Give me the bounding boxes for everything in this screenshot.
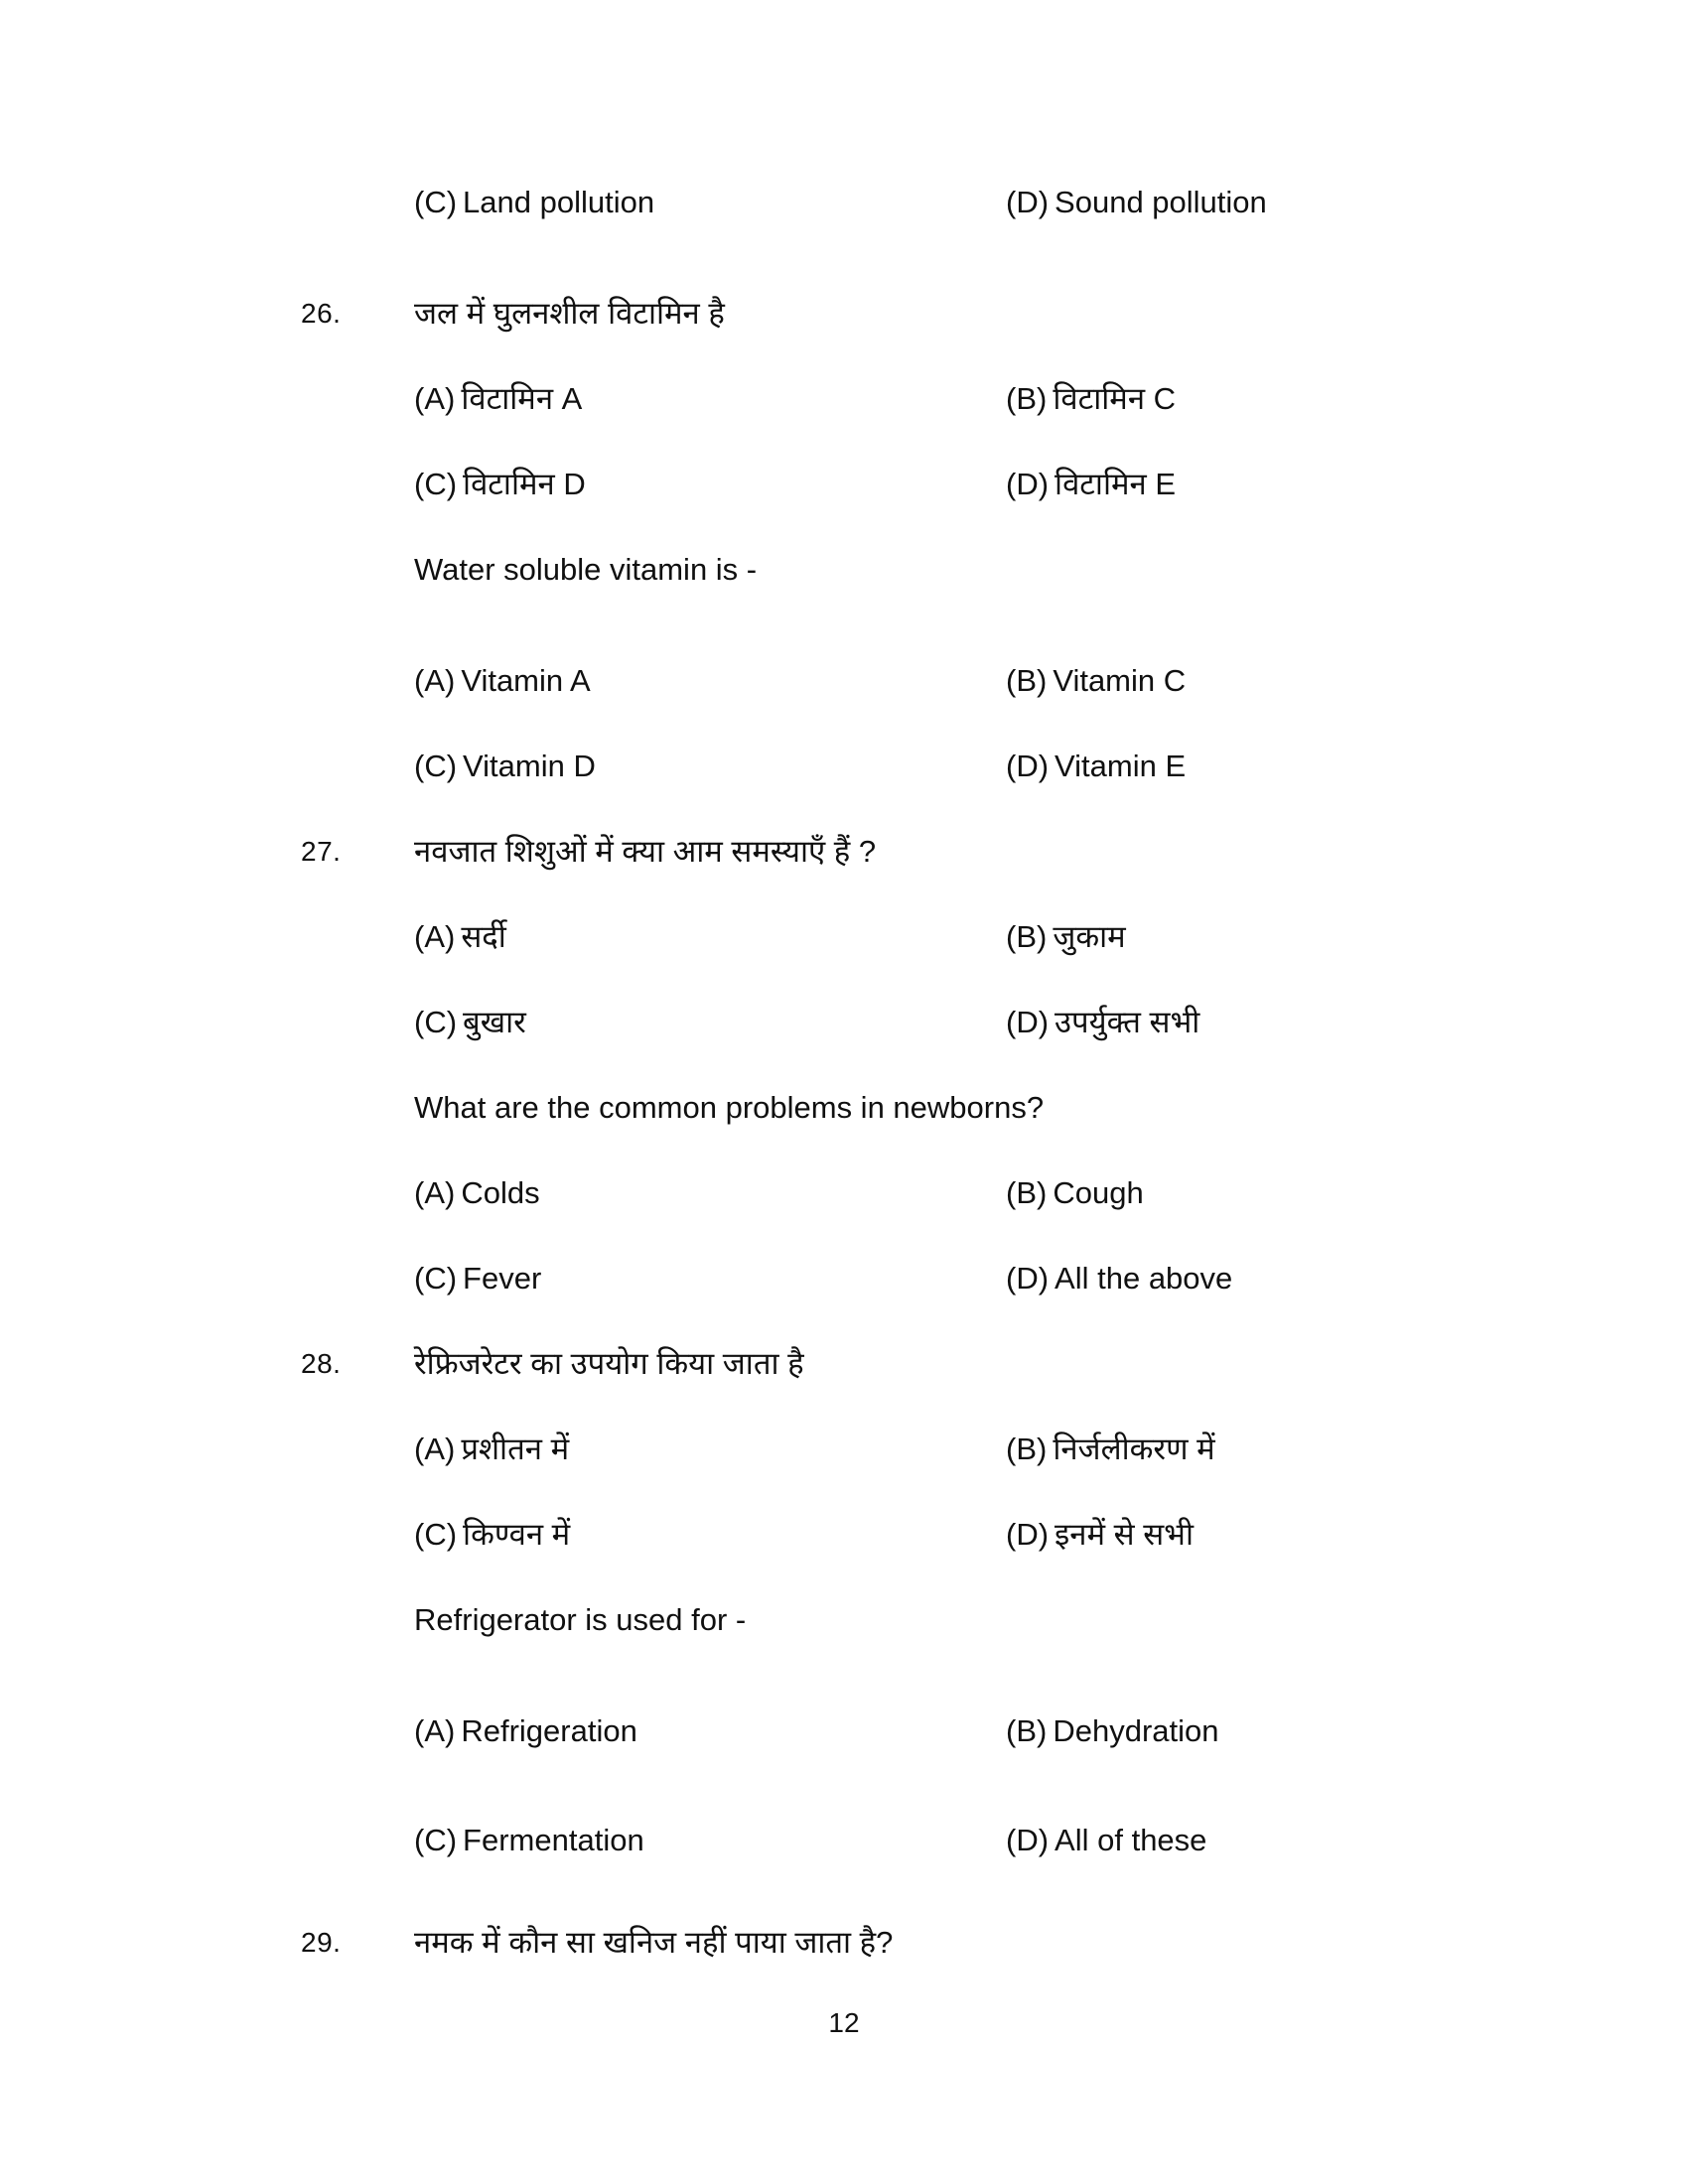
option-text: Vitamin D [463,749,596,783]
option-label: (D) [1006,749,1050,783]
option-text: विटामिन A [461,381,583,416]
option-text: Vitamin E [1055,749,1187,783]
option-label: (C) [414,1261,458,1296]
option-text: Cough [1053,1175,1144,1210]
question-27-option-c-hi [414,1003,1006,1042]
question-28-option-d-en [1006,1821,1688,1860]
option-label: (D) [1006,467,1050,501]
question-text-english: What are the common problems in newborns? [414,1090,1045,1125]
option-text: बुखार [463,1005,526,1039]
option-label: (B) [1006,1175,1048,1210]
question-26-header [0,294,1688,379]
question-27-options-en-row-2 [0,1259,1688,1344]
question-28-options-hi-row-1 [0,1430,1688,1515]
option-text: Colds [461,1175,540,1210]
option-text: निर्जलीकरण में [1053,1432,1215,1466]
option-text: जुकाम [1053,919,1126,954]
question-28-option-b-en [1006,1711,1688,1751]
option-text: Vitamin C [1053,663,1187,698]
question-25-option-c-en [414,183,1006,222]
option-text: प्रशीतन में [461,1432,570,1466]
question-text-hindi: नमक में कौन सा खनिज नहीं पाया जाता है? [414,1925,894,1960]
question-26-option-c-hi [414,465,1006,504]
question-27-options-hi-row-1 [0,917,1688,1003]
question-26-options-en-row-1 [0,661,1688,747]
question-28-header [0,1344,1688,1430]
option-text: Vitamin A [461,663,591,698]
option-label: (D) [1006,185,1050,219]
question-text-english: Water soluble vitamin is - [414,552,758,587]
question-26-option-a-hi [414,379,1006,419]
question-text-english: Refrigerator is used for - [414,1602,747,1637]
question-27-option-c-en [414,1259,1006,1298]
question-28-options-hi-row-2 [0,1515,1688,1600]
option-label: (B) [1006,663,1048,698]
question-27-option-d-en [1006,1259,1688,1298]
option-text: विटामिन E [1055,467,1177,501]
question-28-options-en-row-1 [0,1711,1688,1797]
option-label: (A) [414,1713,456,1748]
question-26-options-hi-row-1 [0,379,1688,465]
question-26-option-c-en [414,747,1006,786]
option-text: विटामिन C [1053,381,1177,416]
question-26-text-english [0,550,1688,635]
question-number: 27. [301,836,342,867]
option-label: (B) [1006,1713,1048,1748]
option-text: Land pollution [463,185,655,219]
option-text: Fever [463,1261,542,1296]
option-label: (C) [414,1005,458,1039]
option-label: (C) [414,1517,458,1552]
question-26-option-b-en [1006,661,1688,701]
option-text: सर्दी [461,919,506,954]
option-text: विटामिन D [463,467,586,501]
option-label: (A) [414,919,456,954]
option-label: (C) [414,185,458,219]
option-text: Refrigeration [461,1713,637,1748]
question-27-option-b-en [1006,1173,1688,1213]
option-text: इनमें से सभी [1055,1517,1194,1552]
question-26-options-hi-row-2 [0,465,1688,550]
question-28-option-a-en [414,1711,1006,1751]
option-text: Fermentation [463,1823,644,1857]
option-label: (C) [414,467,458,501]
question-28-option-d-hi [1006,1515,1688,1555]
option-text: Sound pollution [1055,185,1267,219]
question-28-option-c-hi [414,1515,1006,1555]
question-number: 26. [301,298,342,329]
option-label: (B) [1006,381,1048,416]
question-27-option-d-hi [1006,1003,1688,1042]
question-27-header [0,832,1688,917]
option-label: (D) [1006,1823,1050,1857]
page-number: 12 [828,2007,860,2038]
question-27-option-b-hi [1006,917,1688,957]
question-number: 29. [301,1927,342,1958]
option-text: All the above [1055,1261,1233,1296]
question-27-option-a-hi [414,917,1006,957]
question-26-option-a-en [414,661,1006,701]
option-label: (A) [414,1175,456,1210]
question-28-option-b-hi [1006,1430,1688,1469]
option-text: All of these [1055,1823,1207,1857]
question-25-option-d-en [1006,183,1688,222]
question-25-options-en-row-2 [0,183,1688,268]
question-number: 28. [301,1348,342,1379]
question-28-option-a-hi [414,1430,1006,1469]
option-label: (D) [1006,1261,1050,1296]
option-text: उपर्युक्त सभी [1055,1005,1200,1039]
question-27-option-a-en [414,1173,1006,1213]
question-27-options-en-row-1 [0,1173,1688,1259]
question-27-text-english [0,1088,1688,1173]
question-text-hindi: नवजात शिशुओं में क्या आम समस्याएँ हैं ? [414,834,877,869]
question-28-option-c-en [414,1821,1006,1860]
option-label: (D) [1006,1005,1050,1039]
question-26-option-d-en [1006,747,1688,786]
option-label: (C) [414,749,458,783]
option-label: (A) [414,663,456,698]
option-text: Dehydration [1053,1713,1219,1748]
question-26-option-b-hi [1006,379,1688,419]
option-text: किण्वन में [463,1517,571,1552]
option-label: (B) [1006,919,1048,954]
question-28-options-en-row-2 [0,1821,1688,1906]
option-label: (C) [414,1823,458,1857]
option-label: (A) [414,381,456,416]
question-26-option-d-hi [1006,465,1688,504]
question-text-hindi: जल में घुलनशील विटामिन है [414,296,725,331]
question-27-options-hi-row-2 [0,1003,1688,1088]
option-label: (D) [1006,1517,1050,1552]
option-label: (A) [414,1432,456,1466]
question-28-text-english [0,1600,1688,1686]
option-label: (B) [1006,1432,1048,1466]
question-text-hindi: रेफ्रिजरेटर का उपयोग किया जाता है [414,1346,804,1381]
question-29-header [0,1923,1688,2008]
question-26-options-en-row-2 [0,747,1688,832]
